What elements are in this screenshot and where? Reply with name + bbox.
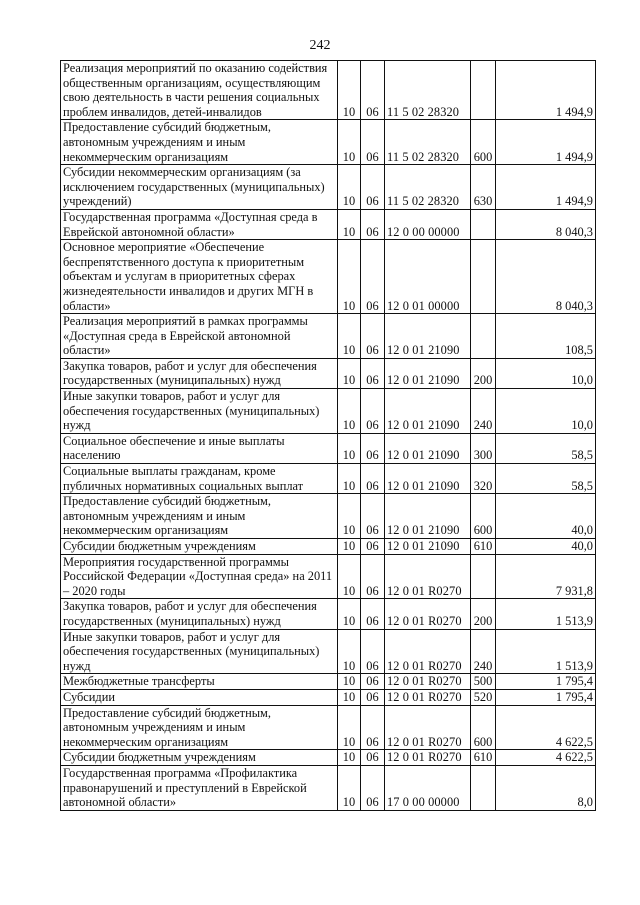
- row-subsection-cell: 06: [361, 554, 385, 599]
- row-name-cell: Социальное обеспечение и иные выплаты населению: [61, 433, 338, 463]
- row-subsection-cell: 06: [361, 705, 385, 750]
- row-target-article-cell: 12 0 01 21090: [385, 314, 471, 359]
- row-expense-type-cell: 610: [471, 750, 496, 766]
- row-target-article-cell: 11 5 02 28320: [385, 120, 471, 165]
- row-sum-cell: 108,5: [496, 314, 596, 359]
- row-section-cell: 10: [338, 539, 361, 555]
- row-subsection-cell: 06: [361, 689, 385, 705]
- budget-table: [60, 60, 596, 811]
- row-name-cell: Социальные выплаты гражданам, кроме публичных нормативных социальных выплат: [61, 464, 338, 494]
- row-name-cell: Иные закупки товаров, работ и услуг для обеспечения государственных (муниципальных) нужд: [61, 389, 338, 434]
- row-name-cell: Основное мероприятие «Обеспечение беспрепятственного доступа к приоритетным объектам и услугам в приоритетных сферах жизнедеятельности инвалидов и других МГН в области»: [61, 240, 338, 314]
- row-expense-type-cell: 200: [471, 358, 496, 388]
- row-name-cell: Реализация мероприятий в рамках программы «Доступная среда в Еврейской автономной области»: [61, 314, 338, 359]
- table-row: [61, 314, 596, 359]
- table-row: [61, 674, 596, 690]
- table-row: [61, 61, 596, 120]
- table-row: [61, 358, 596, 388]
- table-row: [61, 705, 596, 750]
- row-expense-type-cell: 610: [471, 539, 496, 555]
- row-expense-type-cell: 600: [471, 705, 496, 750]
- row-expense-type-cell: 630: [471, 165, 496, 210]
- row-target-article-cell: 12 0 00 00000: [385, 209, 471, 239]
- table-row: [61, 599, 596, 629]
- row-target-article-cell: 17 0 00 00000: [385, 765, 471, 810]
- row-target-article-cell: 11 5 02 28320: [385, 61, 471, 120]
- row-section-cell: 10: [338, 554, 361, 599]
- row-name-cell: Предоставление субсидий бюджетным, автономным учреждениям и иным некоммерческим организациям: [61, 120, 338, 165]
- row-subsection-cell: 06: [361, 674, 385, 690]
- table-row: [61, 689, 596, 705]
- row-sum-cell: 8,0: [496, 765, 596, 810]
- row-section-cell: 10: [338, 494, 361, 539]
- row-target-article-cell: 12 0 01 21090: [385, 539, 471, 555]
- row-sum-cell: 40,0: [496, 539, 596, 555]
- row-sum-cell: 1 494,9: [496, 120, 596, 165]
- row-sum-cell: 4 622,5: [496, 705, 596, 750]
- row-name-cell: Государственная программа «Профилактика правонарушений и преступлений в Еврейской автономной области»: [61, 765, 338, 810]
- row-name-cell: Субсидии: [61, 689, 338, 705]
- page-number: 242: [309, 38, 331, 53]
- row-section-cell: 10: [338, 689, 361, 705]
- row-section-cell: 10: [338, 358, 361, 388]
- row-target-article-cell: 12 0 01 21090: [385, 494, 471, 539]
- row-expense-type-cell: 240: [471, 629, 496, 674]
- table-row: [61, 629, 596, 674]
- table-row: [61, 539, 596, 555]
- row-subsection-cell: 06: [361, 61, 385, 120]
- row-expense-type-cell: 320: [471, 464, 496, 494]
- row-expense-type-cell: 600: [471, 494, 496, 539]
- row-subsection-cell: 06: [361, 629, 385, 674]
- table-row: [61, 433, 596, 463]
- row-subsection-cell: 06: [361, 464, 385, 494]
- row-subsection-cell: 06: [361, 539, 385, 555]
- table-row: [61, 464, 596, 494]
- row-subsection-cell: 06: [361, 389, 385, 434]
- row-expense-type-cell: [471, 61, 496, 120]
- row-subsection-cell: 06: [361, 165, 385, 210]
- row-name-cell: Иные закупки товаров, работ и услуг для обеспечения государственных (муниципальных) нужд: [61, 629, 338, 674]
- row-subsection-cell: 06: [361, 433, 385, 463]
- row-subsection-cell: 06: [361, 120, 385, 165]
- row-expense-type-cell: [471, 314, 496, 359]
- table-row: [61, 554, 596, 599]
- row-subsection-cell: 06: [361, 599, 385, 629]
- row-sum-cell: 40,0: [496, 494, 596, 539]
- row-section-cell: 10: [338, 750, 361, 766]
- row-sum-cell: 4 622,5: [496, 750, 596, 766]
- row-target-article-cell: 12 0 01 R0270: [385, 599, 471, 629]
- row-section-cell: 10: [338, 765, 361, 810]
- row-expense-type-cell: 520: [471, 689, 496, 705]
- row-subsection-cell: 06: [361, 209, 385, 239]
- row-target-article-cell: 12 0 01 21090: [385, 464, 471, 494]
- row-expense-type-cell: [471, 765, 496, 810]
- row-name-cell: Предоставление субсидий бюджетным, автономным учреждениям и иным некоммерческим организациям: [61, 494, 338, 539]
- row-sum-cell: 58,5: [496, 464, 596, 494]
- row-section-cell: 10: [338, 389, 361, 434]
- row-target-article-cell: 12 0 01 R0270: [385, 689, 471, 705]
- row-expense-type-cell: 240: [471, 389, 496, 434]
- row-section-cell: 10: [338, 599, 361, 629]
- row-name-cell: Государственная программа «Доступная среда в Еврейской автономной области»: [61, 209, 338, 239]
- row-sum-cell: 1 513,9: [496, 599, 596, 629]
- table-row: [61, 120, 596, 165]
- row-subsection-cell: 06: [361, 358, 385, 388]
- row-name-cell: Закупка товаров, работ и услуг для обеспечения государственных (муниципальных) нужд: [61, 599, 338, 629]
- row-expense-type-cell: 300: [471, 433, 496, 463]
- row-target-article-cell: 12 0 01 21090: [385, 433, 471, 463]
- row-target-article-cell: 12 0 01 R0270: [385, 554, 471, 599]
- row-section-cell: 10: [338, 165, 361, 210]
- row-target-article-cell: 12 0 01 21090: [385, 389, 471, 434]
- row-subsection-cell: 06: [361, 314, 385, 359]
- row-subsection-cell: 06: [361, 765, 385, 810]
- row-section-cell: 10: [338, 674, 361, 690]
- row-expense-type-cell: [471, 554, 496, 599]
- row-sum-cell: 10,0: [496, 389, 596, 434]
- row-expense-type-cell: 500: [471, 674, 496, 690]
- row-target-article-cell: 12 0 01 00000: [385, 240, 471, 314]
- row-target-article-cell: 11 5 02 28320: [385, 165, 471, 210]
- row-subsection-cell: 06: [361, 494, 385, 539]
- row-sum-cell: 1 494,9: [496, 165, 596, 210]
- row-name-cell: Мероприятия государственной программы Российской Федерации «Доступная среда» на 2011 – 2020 годы: [61, 554, 338, 599]
- row-target-article-cell: 12 0 01 21090: [385, 358, 471, 388]
- row-name-cell: Реализация мероприятий по оказанию содействия общественным организациям, осуществляющим свою деятельность в части решения социальных проблем инвалидов, детей-инвалидов: [61, 61, 338, 120]
- row-subsection-cell: 06: [361, 750, 385, 766]
- row-section-cell: 10: [338, 433, 361, 463]
- table-row: [61, 389, 596, 434]
- row-expense-type-cell: 600: [471, 120, 496, 165]
- row-target-article-cell: 12 0 01 R0270: [385, 629, 471, 674]
- row-sum-cell: 7 931,8: [496, 554, 596, 599]
- row-sum-cell: 1 795,4: [496, 674, 596, 690]
- row-target-article-cell: 12 0 01 R0270: [385, 750, 471, 766]
- row-name-cell: Закупка товаров, работ и услуг для обеспечения государственных (муниципальных) нужд: [61, 358, 338, 388]
- row-sum-cell: 58,5: [496, 433, 596, 463]
- row-section-cell: 10: [338, 629, 361, 674]
- row-section-cell: 10: [338, 464, 361, 494]
- row-name-cell: Субсидии некоммерческим организациям (за исключением государственных (муниципальных) учреждений): [61, 165, 338, 210]
- row-subsection-cell: 06: [361, 240, 385, 314]
- row-section-cell: 10: [338, 120, 361, 165]
- table-row: [61, 765, 596, 810]
- table-row: [61, 494, 596, 539]
- row-section-cell: 10: [338, 240, 361, 314]
- table-row: [61, 240, 596, 314]
- row-name-cell: Субсидии бюджетным учреждениям: [61, 539, 338, 555]
- row-sum-cell: 8 040,3: [496, 240, 596, 314]
- table-row: [61, 209, 596, 239]
- row-sum-cell: 1 795,4: [496, 689, 596, 705]
- row-expense-type-cell: [471, 209, 496, 239]
- row-sum-cell: 1 513,9: [496, 629, 596, 674]
- budget-table-body: [61, 61, 596, 811]
- row-expense-type-cell: 200: [471, 599, 496, 629]
- row-section-cell: 10: [338, 314, 361, 359]
- row-section-cell: 10: [338, 209, 361, 239]
- row-sum-cell: 1 494,9: [496, 61, 596, 120]
- row-expense-type-cell: [471, 240, 496, 314]
- row-name-cell: Предоставление субсидий бюджетным, автономным учреждениям и иным некоммерческим организациям: [61, 705, 338, 750]
- row-sum-cell: 10,0: [496, 358, 596, 388]
- table-row: [61, 750, 596, 766]
- row-section-cell: 10: [338, 61, 361, 120]
- row-target-article-cell: 12 0 01 R0270: [385, 674, 471, 690]
- row-name-cell: Субсидии бюджетным учреждениям: [61, 750, 338, 766]
- row-target-article-cell: 12 0 01 R0270: [385, 705, 471, 750]
- table-row: [61, 165, 596, 210]
- row-sum-cell: 8 040,3: [496, 209, 596, 239]
- row-name-cell: Межбюджетные трансферты: [61, 674, 338, 690]
- row-section-cell: 10: [338, 705, 361, 750]
